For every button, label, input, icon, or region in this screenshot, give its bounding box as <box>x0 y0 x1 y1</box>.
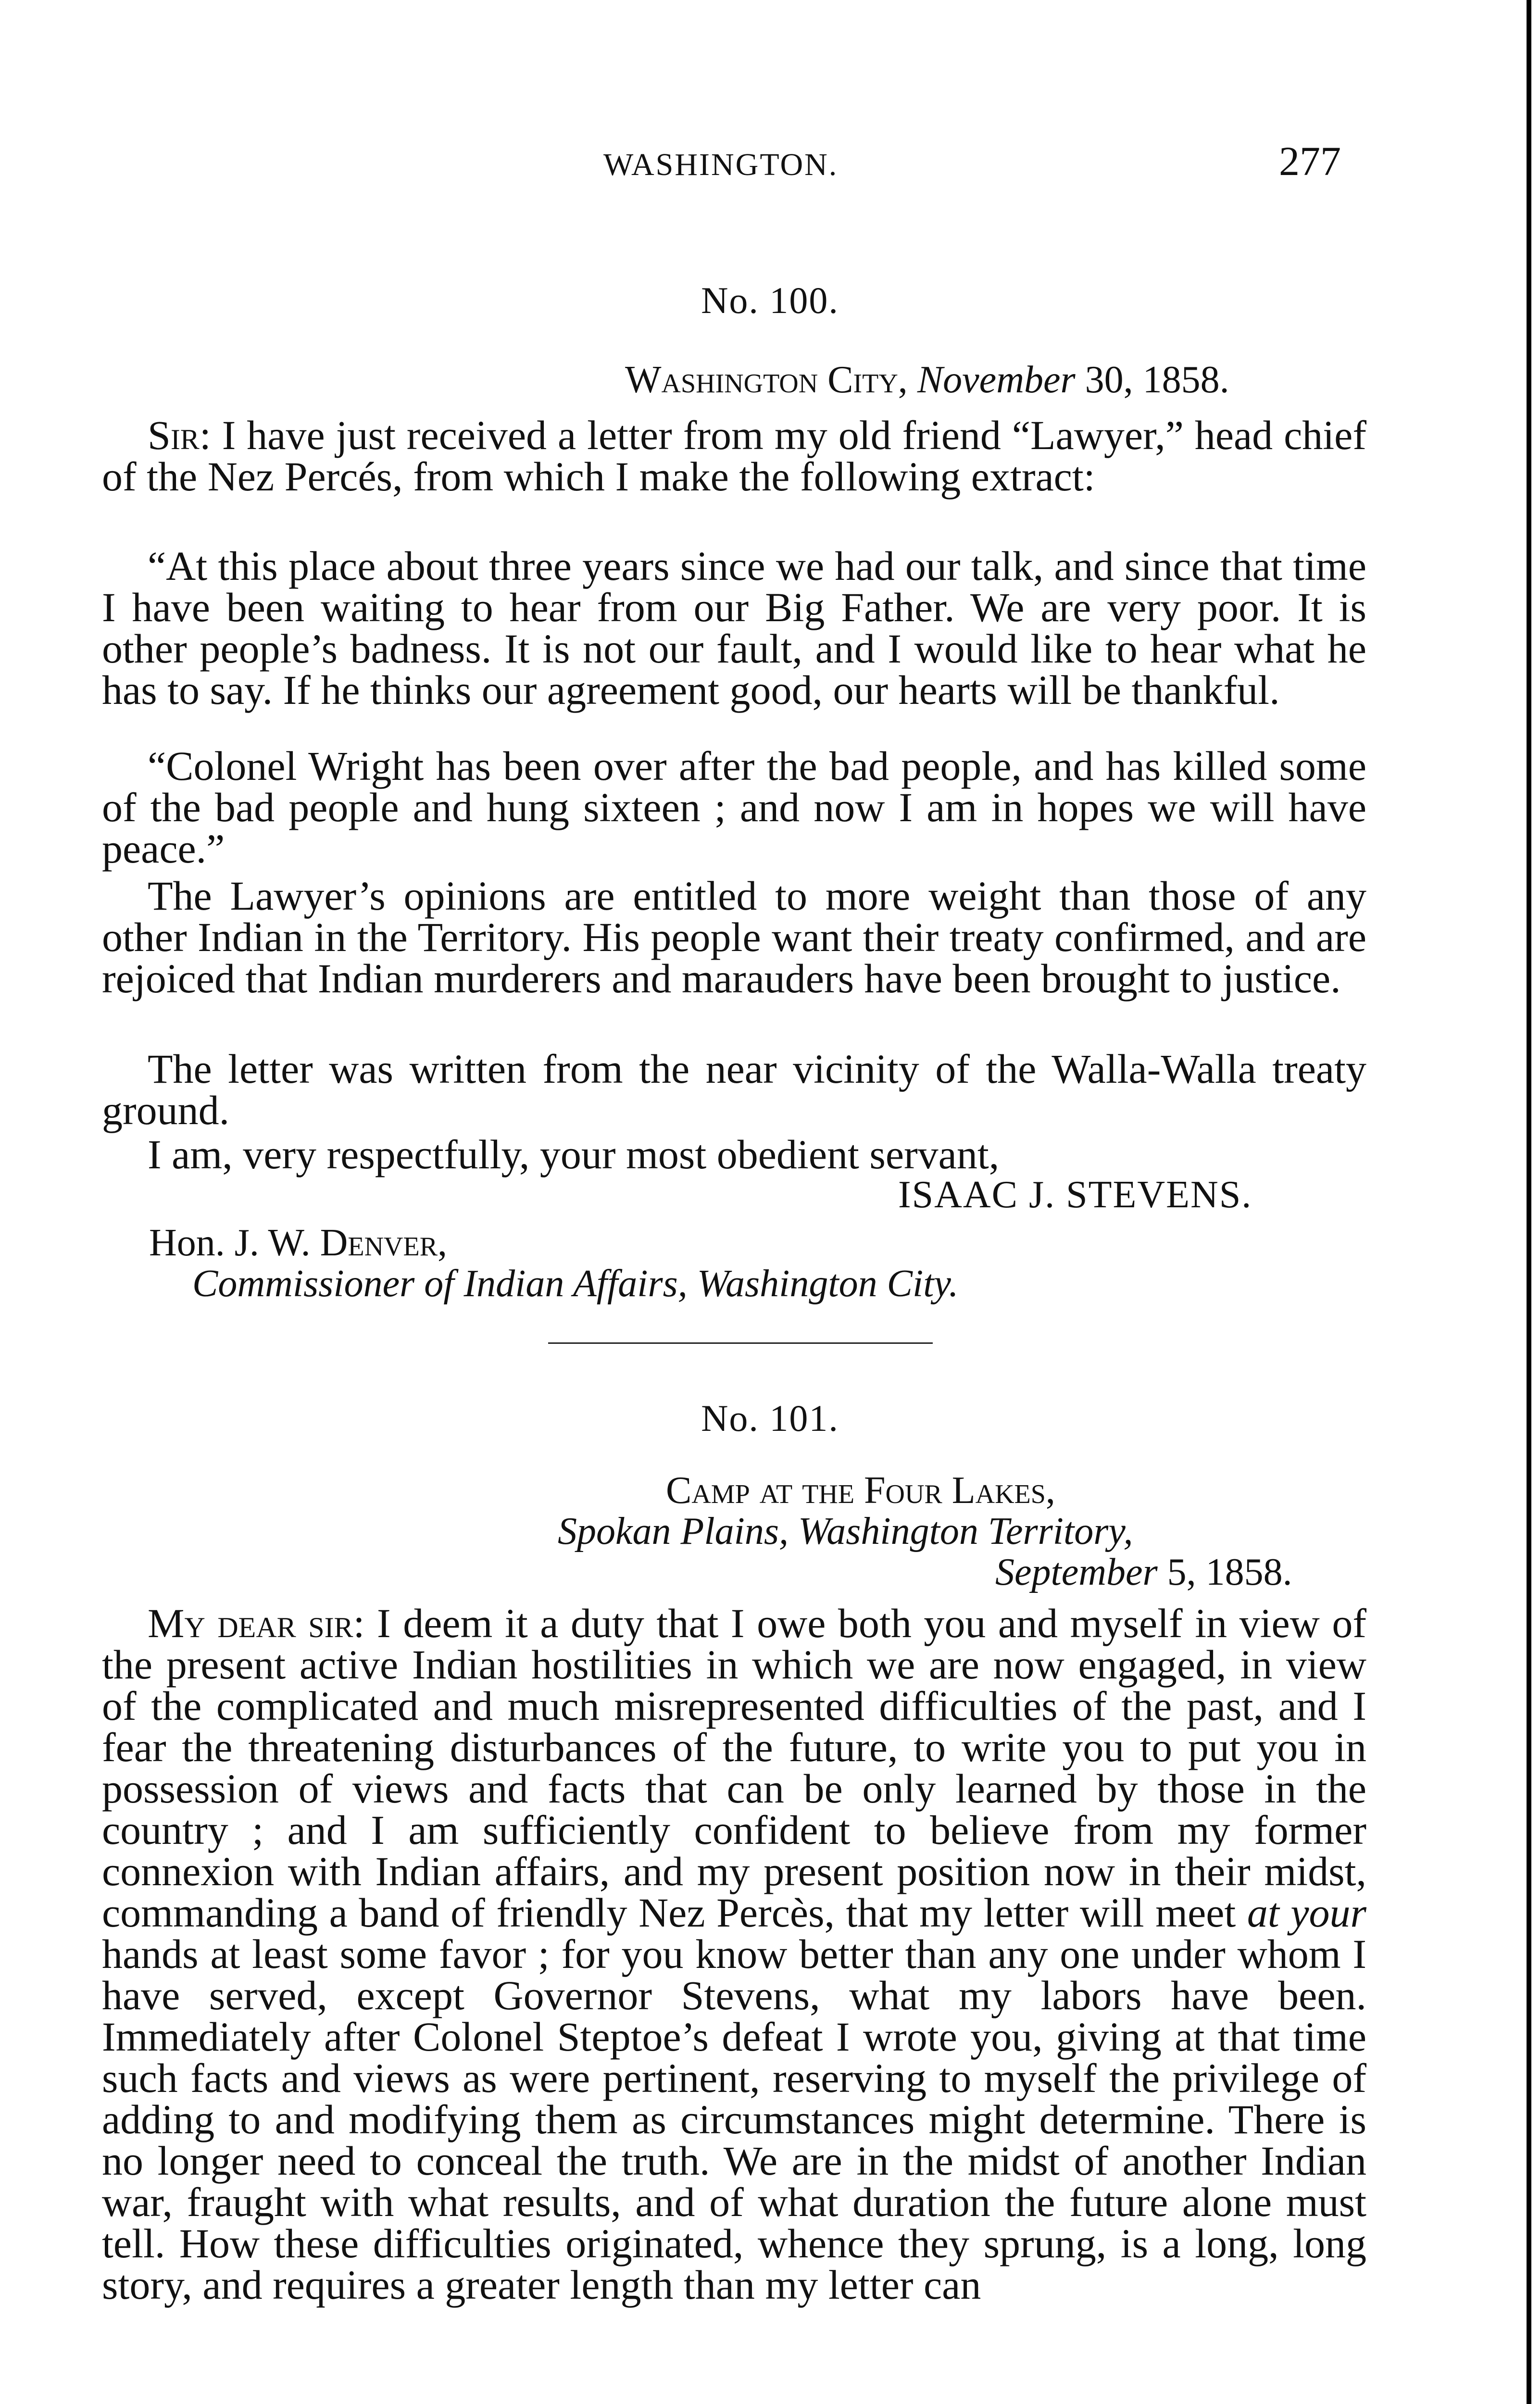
body-emphasis: at your <box>1247 1890 1366 1936</box>
addressee-name: Denver, <box>320 1222 448 1264</box>
paragraph-intro <box>102 412 1366 500</box>
addressee-title: Commissioner of Indian Affairs, Washington City. <box>192 1263 959 1305</box>
date-month: September <box>995 1551 1158 1593</box>
paragraph-text: : I have just received a letter from my old friend “Lawyer,” head chief of the Nez Percés, from which I make the following extract: <box>102 412 1366 500</box>
page-header <box>0 137 1540 200</box>
place-line-2: Spokan Plains, Washington Territory, <box>558 1510 1133 1553</box>
document-number: No. 100. <box>701 279 839 321</box>
addressee-hon: Hon. J. W. <box>149 1222 311 1264</box>
page-number: 277 <box>1279 138 1341 184</box>
place-line-1: Camp at the Four Lakes, <box>666 1469 1055 1512</box>
salutation: My dear sir <box>148 1600 353 1646</box>
paragraph-letter: The letter was written from the near vicinity of the Walla-Walla treaty ground. <box>102 1046 1366 1133</box>
letter-body <box>102 1600 1366 2308</box>
addressee-line <box>149 1221 447 1265</box>
closing-line: I am, very respectfully, your most obedient servant, <box>148 1131 1000 1177</box>
page-edge <box>1527 0 1531 2404</box>
date-line <box>995 1551 1292 1594</box>
dateline-month: November <box>917 359 1076 401</box>
date-rest: 5, 1858. <box>1167 1551 1292 1593</box>
quote-paragraph-2: “Colonel Wright has been over after the bad people, and has killed some of the bad people and hung sixteen ; and now I am in hopes we will have peace.” <box>102 743 1366 872</box>
paragraph-opinions: The Lawyer’s opinions are entitled to more weight than those of any other Indian in the Territory. His people want their treaty confirmed, and are rejoiced that Indian murderers and marauders have been brought to justice. <box>102 873 1366 1002</box>
running-head: WASHINGTON. <box>603 147 839 182</box>
section-divider <box>548 1342 933 1344</box>
signature: ISAAC J. STEVENS. <box>898 1174 1252 1216</box>
body-text-a: : I deem it a duty that I owe both you and myself in view of the present active Indian hostilities in which we are now engaged, in view of the complicated and much misrepresented difficulties of the past, and I fear the threatening disturbances of the future, to write you to put you in possession of views and facts that can be only learned by those in the country ; and I am sufficiently confident to believe from my former connexion with Indian affairs, and my present position now in their midst, commanding a band of friendly Nez Percès, that my letter will meet <box>102 1600 1366 1936</box>
dateline-place: Washington City, <box>625 359 908 401</box>
quote-paragraph-1: “At this place about three years since we had our talk, and since that time I have been waiting to hear from our Big Father. We are very poor. It is other people’s badness. It is not our fault, and I would like to hear what he has to say. If he thinks our agreement good, our hearts will be thankful. <box>102 543 1366 713</box>
body-text-b: hands at least some favor ; for you know better than any one under whom I have served, except Governor Stevens, what my labors have been. Immediately after Colonel Steptoe’s defeat I wrote you, giving at that time such facts and views as were pertinent, reserving to myself the privilege of adding to and modifying them as circumstances might determine. There is no longer need to conceal the truth. We are in the midst of another Indian war, fraught with what results, and of what duration the future alone must tell. How these difficulties originated, whence they sprung, is a long, long story, and requires a greater length than my letter can <box>102 1931 1366 2308</box>
dateline <box>625 358 1229 402</box>
salutation: Sir <box>148 412 200 458</box>
dateline-date: 30, 1858. <box>1085 359 1229 401</box>
document-number: No. 101. <box>701 1397 839 1439</box>
